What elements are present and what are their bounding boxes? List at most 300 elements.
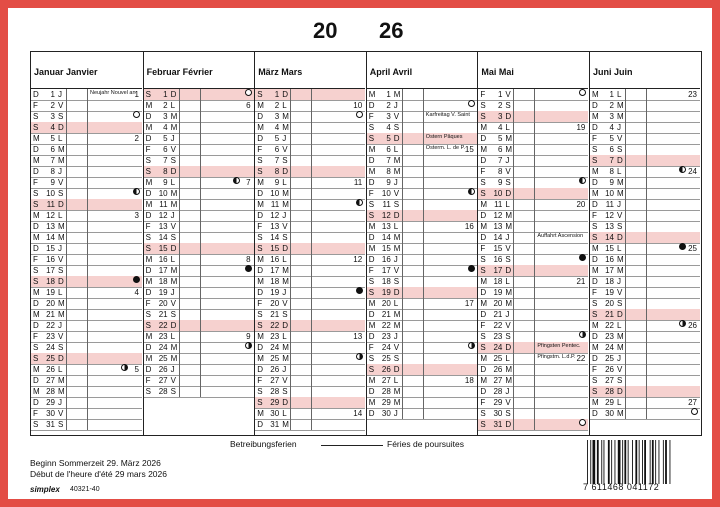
day-number: 5 — [609, 134, 614, 143]
day-letter-fr: S — [617, 145, 623, 154]
barcode-bar — [615, 440, 616, 484]
barcode-bar — [665, 440, 667, 484]
day-letter-de: S — [33, 189, 39, 198]
day-number: 29 — [270, 398, 280, 407]
day-letter-fr: M — [393, 321, 401, 330]
day-letter-fr: M — [617, 101, 624, 110]
day-letter-fr: S — [282, 156, 288, 165]
new-moon-icon — [356, 287, 363, 294]
calendar-sheet — [8, 8, 712, 499]
column-divider — [646, 199, 647, 210]
day-letter-de: M — [145, 123, 153, 132]
day-number: 1 — [497, 90, 503, 99]
new-moon-icon — [679, 243, 686, 250]
column-divider — [402, 232, 403, 243]
day-letter-de: M — [33, 156, 40, 165]
column-divider — [200, 89, 201, 100]
column-divider — [179, 177, 180, 188]
day-number: 14 — [46, 233, 55, 242]
column-divider — [87, 199, 88, 210]
first-moon-icon — [468, 342, 475, 349]
column-divider — [179, 199, 180, 210]
day-letter-de: M — [368, 90, 376, 99]
day-letter-fr: D — [393, 211, 400, 220]
day-letter-fr: S — [617, 222, 623, 231]
column-divider — [646, 397, 647, 408]
column-divider — [534, 298, 535, 309]
day-letter-fr: M — [282, 200, 289, 209]
day-number: 10 — [493, 189, 503, 198]
barcode-bar — [608, 440, 610, 484]
day-letter-de: M — [368, 321, 376, 330]
column-divider — [200, 243, 201, 254]
column-divider — [290, 254, 291, 265]
day-letter-de: S — [368, 123, 375, 132]
day-number: 4 — [163, 123, 168, 132]
month-name: Februar Février — [146, 67, 213, 77]
column-divider — [179, 276, 180, 287]
day-letter-de: M — [257, 409, 264, 418]
day-letter-fr: M — [282, 354, 289, 363]
day-number: 20 — [605, 299, 614, 308]
full-moon-icon — [691, 408, 698, 415]
day-letter-de: D — [592, 123, 598, 132]
day-letter-de: D — [145, 365, 152, 374]
day-letter-de: S — [145, 321, 151, 330]
column-divider — [513, 397, 514, 408]
ferien-legend-line — [321, 445, 383, 446]
column-divider — [646, 375, 647, 386]
sommerzeit-de: Beginn Sommerzeit 29. März 2026 — [30, 458, 161, 468]
day-letter-de: M — [145, 255, 153, 264]
day-number: 8 — [163, 167, 168, 176]
day-letter-de: M — [480, 200, 488, 209]
new-moon-icon — [133, 276, 140, 283]
day-letter-de: F — [368, 343, 374, 352]
day-letter-fr: D — [170, 244, 177, 253]
column-divider — [200, 364, 201, 375]
day-letter-de: M — [145, 277, 153, 286]
day-number: 23 — [381, 332, 391, 341]
column-divider — [402, 386, 403, 397]
column-divider — [66, 243, 67, 254]
day-number: 6 — [497, 145, 503, 154]
column-divider — [311, 221, 312, 232]
day-number: 16 — [270, 255, 280, 264]
day-letter-fr: L — [505, 354, 510, 363]
day-letter-de: S — [33, 354, 39, 363]
column-divider — [200, 199, 201, 210]
day-number: 27 — [158, 376, 168, 385]
day-number: 10 — [270, 189, 280, 198]
column-divider — [290, 243, 291, 254]
column-divider — [423, 199, 424, 210]
column-divider — [290, 397, 291, 408]
day-number: 22 — [270, 321, 280, 330]
day-number: 25 — [158, 354, 168, 363]
column-divider — [534, 166, 535, 177]
column-divider — [311, 386, 312, 397]
day-number: 19 — [270, 288, 280, 297]
day-letter-fr: S — [505, 255, 511, 264]
day-number: 19 — [46, 288, 55, 297]
week-number: 1 — [134, 90, 139, 99]
column-divider — [534, 364, 535, 375]
day-letter-de: M — [592, 266, 599, 275]
column-divider — [311, 166, 312, 177]
day-number: 15 — [493, 244, 503, 253]
column-divider — [290, 210, 291, 221]
day-letter-de: S — [145, 387, 151, 396]
day-row — [144, 386, 254, 398]
day-number: 30 — [605, 409, 614, 418]
column-divider — [402, 331, 403, 342]
column-divider — [87, 133, 88, 144]
column-divider — [646, 265, 647, 276]
day-letter-de: F — [257, 145, 263, 154]
week-number: 15 — [464, 145, 474, 154]
column-divider — [646, 386, 647, 397]
day-letter-fr: L — [505, 200, 510, 209]
day-letter-fr: M — [282, 189, 289, 198]
day-letter-fr: D — [170, 90, 177, 99]
day-letter-fr: S — [58, 112, 64, 121]
column-divider — [534, 100, 535, 111]
day-row — [590, 408, 700, 420]
month-name: Januar Janvier — [34, 67, 98, 77]
day-number: 11 — [159, 200, 168, 209]
week-number: 6 — [246, 101, 251, 110]
day-letter-fr: J — [505, 310, 510, 319]
day-letter-de: F — [33, 178, 38, 187]
day-number: 11 — [494, 200, 503, 209]
column-divider — [290, 89, 291, 100]
column-divider — [534, 320, 535, 331]
column-divider — [423, 144, 424, 155]
day-letter-de: F — [480, 244, 486, 253]
day-letter-fr: M — [170, 189, 178, 198]
column-divider — [179, 331, 180, 342]
column-divider — [625, 89, 626, 100]
column-divider — [646, 155, 647, 166]
day-letter-de: D — [368, 387, 375, 396]
day-letter-de: S — [592, 310, 598, 319]
day-letter-de: M — [368, 145, 376, 154]
day-letter-de: M — [480, 222, 488, 231]
column-divider — [290, 177, 291, 188]
day-letter-de: D — [33, 321, 39, 330]
day-letter-de: S — [145, 90, 151, 99]
day-number: 19 — [381, 288, 391, 297]
column-divider — [423, 188, 424, 199]
column-divider — [290, 144, 291, 155]
day-letter-fr: L — [393, 222, 399, 231]
day-letter-fr: M — [282, 112, 289, 121]
column-divider — [402, 408, 403, 419]
day-number: 29 — [381, 398, 391, 407]
column-divider — [625, 287, 626, 298]
column-divider — [423, 309, 424, 320]
column-divider — [534, 287, 535, 298]
day-number: 7 — [497, 156, 503, 165]
day-letter-de: F — [257, 222, 263, 231]
day-letter-de: M — [592, 167, 599, 176]
column-divider — [625, 375, 626, 386]
column-divider — [513, 144, 514, 155]
column-divider — [87, 89, 88, 100]
column-divider — [290, 100, 291, 111]
column-divider — [200, 177, 201, 188]
day-letter-fr: V — [58, 409, 64, 418]
column-divider — [87, 419, 88, 430]
day-letter-fr: D — [282, 398, 288, 407]
column-divider — [87, 287, 88, 298]
column-divider — [513, 188, 514, 199]
day-number: 21 — [381, 310, 391, 319]
barcode-bar — [622, 440, 623, 484]
day-number: 9 — [609, 178, 614, 187]
column-divider — [311, 144, 312, 155]
column-divider — [179, 100, 180, 111]
day-letter-fr: M — [393, 398, 401, 407]
day-letter-de: M — [145, 101, 153, 110]
betreibungsferien-label: Betreibungsferien — [230, 439, 297, 449]
week-number: 17 — [464, 299, 474, 308]
column-divider — [290, 320, 291, 331]
last-moon-icon — [468, 188, 475, 195]
day-letter-de: D — [368, 409, 375, 418]
day-number: 17 — [270, 266, 280, 275]
day-number: 4 — [274, 123, 280, 132]
day-letter-fr: D — [505, 420, 512, 429]
column-divider — [402, 166, 403, 177]
day-letter-de: S — [480, 420, 486, 429]
column-divider — [534, 331, 535, 342]
column-divider — [87, 177, 88, 188]
column-divider — [87, 188, 88, 199]
column-divider — [423, 100, 424, 111]
day-letter-de: S — [480, 255, 486, 264]
column-divider — [87, 342, 88, 353]
column-divider — [290, 221, 291, 232]
day-letter-fr: V — [393, 343, 400, 352]
day-number: 2 — [386, 101, 391, 110]
month-header — [478, 52, 588, 89]
day-number: 7 — [50, 156, 55, 165]
day-number: 16 — [46, 255, 55, 264]
column-divider — [513, 276, 514, 287]
day-number: 17 — [493, 266, 503, 275]
day-letter-fr: L — [617, 167, 622, 176]
day-letter-de: D — [33, 145, 39, 154]
column-divider — [646, 188, 647, 199]
week-number: 26 — [688, 321, 697, 330]
column-divider — [290, 166, 291, 177]
column-divider — [402, 111, 403, 122]
column-divider — [534, 210, 535, 221]
column-divider — [423, 111, 424, 122]
day-letter-de: S — [33, 343, 39, 352]
column-divider — [423, 397, 424, 408]
day-letter-de: F — [145, 376, 151, 385]
column-divider — [534, 177, 535, 188]
day-number: 12 — [46, 211, 55, 220]
day-number: 1 — [274, 90, 280, 99]
column-divider — [534, 155, 535, 166]
column-divider — [513, 331, 514, 342]
day-letter-de: M — [480, 145, 488, 154]
column-divider — [625, 177, 626, 188]
column-divider — [534, 276, 535, 287]
column-divider — [646, 353, 647, 364]
barcode-bar — [628, 440, 629, 484]
day-letter-fr: D — [282, 167, 288, 176]
column-divider — [179, 210, 180, 221]
day-letter-fr: S — [58, 420, 64, 429]
column-divider — [311, 243, 312, 254]
full-moon-icon — [579, 89, 586, 96]
barcode-bar — [624, 440, 626, 484]
week-number: 10 — [353, 101, 363, 110]
column-divider — [646, 342, 647, 353]
day-number: 1 — [163, 90, 168, 99]
column-divider — [625, 232, 626, 243]
column-divider — [423, 265, 424, 276]
day-row — [478, 419, 588, 431]
day-letter-de: M — [592, 90, 599, 99]
holiday-label: Pfingsten Pentec. — [537, 343, 581, 349]
barcode-bar — [593, 440, 596, 484]
day-number: 9 — [274, 178, 280, 187]
day-number: 8 — [50, 167, 55, 176]
day-number: 23 — [158, 332, 168, 341]
day-letter-de: D — [257, 211, 263, 220]
day-letter-fr: M — [393, 156, 401, 165]
day-letter-fr: S — [170, 233, 176, 242]
day-letter-de: D — [368, 178, 375, 187]
column-divider — [402, 254, 403, 265]
day-letter-fr: L — [617, 244, 622, 253]
column-divider — [402, 144, 403, 155]
full-moon-icon — [133, 111, 140, 118]
column-divider — [646, 254, 647, 265]
day-letter-fr: J — [282, 211, 287, 220]
column-divider — [290, 133, 291, 144]
day-letter-fr: D — [617, 310, 623, 319]
column-divider — [87, 309, 88, 320]
day-number: 3 — [386, 112, 391, 121]
column-divider — [423, 298, 424, 309]
day-letter-fr: L — [282, 332, 287, 341]
column-divider — [402, 188, 403, 199]
column-divider — [513, 309, 514, 320]
day-number: 13 — [270, 222, 280, 231]
column-divider — [87, 386, 88, 397]
column-divider — [290, 386, 291, 397]
day-letter-de: M — [145, 200, 153, 209]
day-letter-fr: S — [393, 200, 400, 209]
week-number: 14 — [353, 409, 363, 418]
day-letter-de: D — [257, 266, 263, 275]
week-number: 21 — [576, 277, 586, 286]
day-number: 22 — [158, 321, 168, 330]
column-divider — [423, 375, 424, 386]
week-number: 4 — [134, 288, 139, 297]
holiday-label: Auffahrt Ascension — [537, 233, 584, 239]
column-divider — [534, 232, 535, 243]
column-divider — [423, 155, 424, 166]
column-divider — [534, 408, 535, 419]
column-divider — [200, 353, 201, 364]
day-number: 2 — [274, 101, 280, 110]
column-divider — [646, 89, 647, 100]
column-divider — [513, 254, 514, 265]
day-letter-fr: M — [393, 90, 401, 99]
column-divider — [66, 188, 67, 199]
day-number: 22 — [46, 321, 55, 330]
column-divider — [625, 408, 626, 419]
day-letter-de: S — [592, 156, 598, 165]
column-divider — [513, 232, 514, 243]
week-number: 7 — [246, 178, 251, 187]
day-letter-fr: D — [58, 277, 64, 286]
column-divider — [311, 254, 312, 265]
column-divider — [625, 100, 626, 111]
column-divider — [311, 342, 312, 353]
column-divider — [311, 298, 312, 309]
day-number: 16 — [158, 255, 168, 264]
day-letter-fr: V — [170, 222, 176, 231]
day-letter-de: M — [257, 354, 264, 363]
day-letter-fr: L — [393, 376, 399, 385]
column-divider — [534, 419, 535, 430]
day-letter-fr: V — [58, 178, 64, 187]
day-letter-de: D — [257, 189, 263, 198]
column-divider — [87, 243, 88, 254]
day-letter-de: D — [368, 255, 375, 264]
column-divider — [646, 232, 647, 243]
day-letter-de: D — [480, 156, 487, 165]
day-letter-de: D — [368, 233, 375, 242]
barcode-bar — [590, 440, 591, 484]
column-divider — [646, 111, 647, 122]
day-number: 29 — [493, 398, 503, 407]
day-letter-fr: J — [617, 200, 621, 209]
day-number: 8 — [609, 167, 614, 176]
column-divider — [513, 243, 514, 254]
day-number: 21 — [46, 310, 55, 319]
column-divider — [66, 386, 67, 397]
column-divider — [200, 320, 201, 331]
column-divider — [423, 166, 424, 177]
brand-logo: simplex — [30, 485, 60, 494]
day-letter-fr: M — [393, 167, 401, 176]
column-divider — [200, 276, 201, 287]
barcode-bar — [642, 440, 643, 484]
column-divider — [513, 221, 514, 232]
column-divider — [66, 100, 67, 111]
day-letter-fr: M — [58, 387, 65, 396]
month-header — [144, 52, 254, 89]
day-number: 3 — [163, 112, 168, 121]
day-letter-de: S — [33, 277, 39, 286]
day-letter-de: D — [592, 200, 598, 209]
column-divider — [402, 298, 403, 309]
barcode — [585, 440, 699, 484]
month-name: April Avril — [369, 67, 413, 77]
day-letter-de: S — [480, 266, 486, 275]
column-divider — [66, 408, 67, 419]
